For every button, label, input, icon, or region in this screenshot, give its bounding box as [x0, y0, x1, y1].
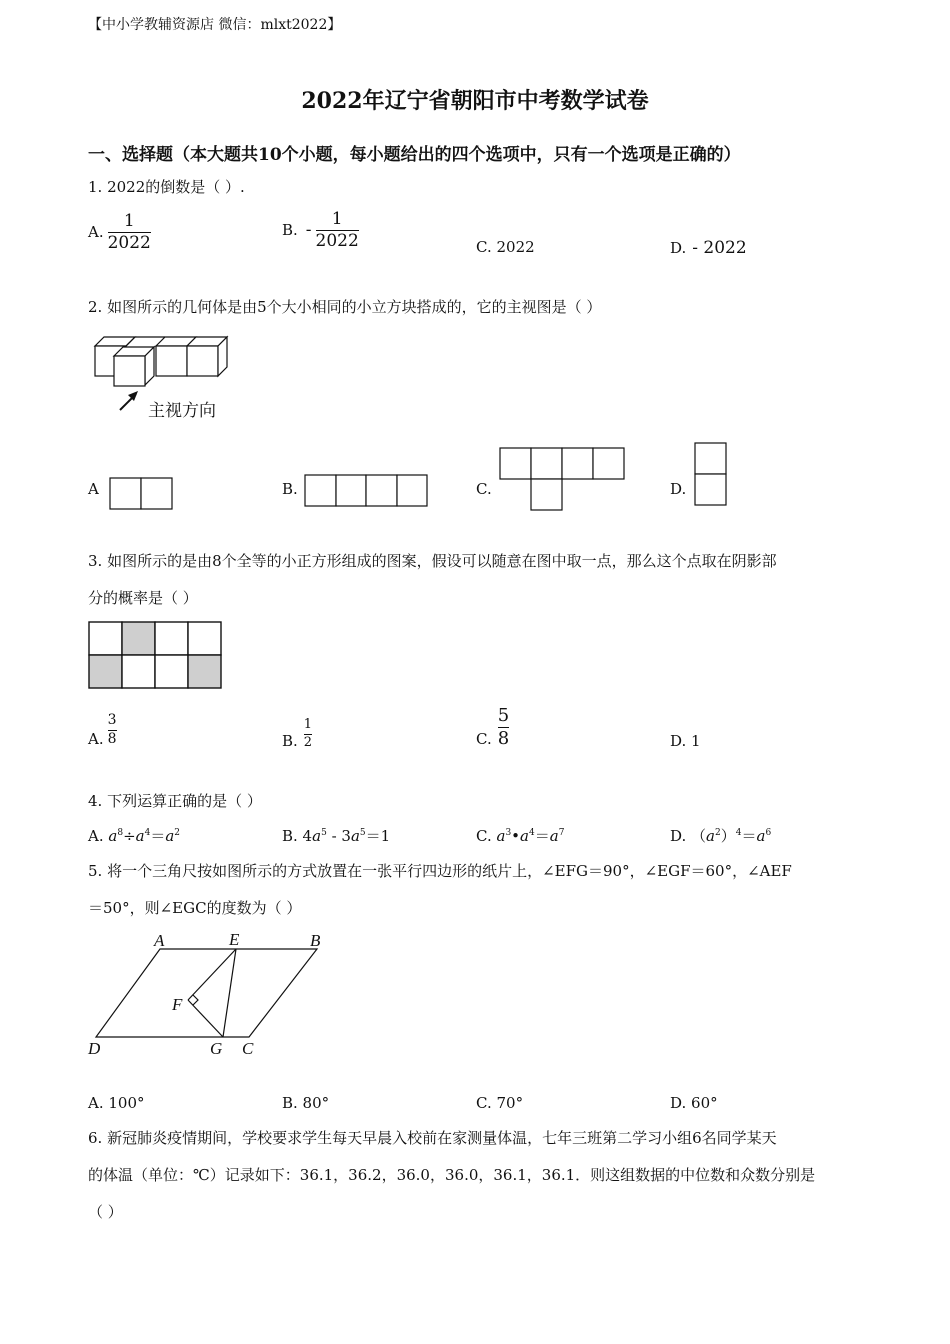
- q1-option-b-label: B.: [282, 221, 298, 240]
- q1-option-a-label: A.: [88, 223, 104, 242]
- q2-option-a[interactable]: A: [88, 480, 99, 498]
- q5-option-a[interactable]: A. 100°: [88, 1094, 145, 1112]
- page-title: 2022年辽宁省朝阳市中考数学试卷: [301, 88, 649, 114]
- q2-option-b[interactable]: B.: [282, 480, 298, 498]
- q2-option-c-figure: [500, 448, 626, 512]
- question-6-stem-line1: 6. 新冠肺炎疫情期间，学校要求学生每天早晨入校前在家测量体温，七年三班第二学习小组6名同学某天: [88, 1129, 777, 1147]
- q3-a-numerator: 3: [107, 712, 117, 729]
- q3-option-a[interactable]: [88, 712, 117, 748]
- q1-option-d-label: D.: [670, 239, 687, 258]
- q4-option-a[interactable]: A. $a^8\div a^4=a^2$: [88, 827, 181, 845]
- q3-b-denominator: 2: [303, 734, 313, 750]
- q1-option-c[interactable]: C. 2022: [476, 238, 535, 256]
- q5-label-d: D: [88, 1039, 101, 1058]
- q1-d-value: - 2022: [692, 238, 747, 258]
- question-4-stem: 4. 下列运算正确的是（ ）: [88, 792, 262, 810]
- q1-option-d[interactable]: [670, 238, 747, 258]
- q5-label-a: A: [154, 931, 165, 950]
- q1-option-a[interactable]: [88, 212, 151, 252]
- q3-option-c-label: C.: [476, 730, 492, 749]
- q1-b-numerator: 1: [331, 209, 343, 229]
- q1-a-denominator: 2022: [107, 232, 151, 253]
- q2-direction-label: 主视方向: [148, 401, 216, 421]
- question-3-stem-line2: 分的概率是（ ）: [88, 589, 198, 607]
- q4-option-c[interactable]: C. $a^3•a^4=a^7$: [476, 827, 565, 845]
- q2-option-d[interactable]: D.: [670, 480, 687, 498]
- q5-label-f: F: [172, 995, 183, 1014]
- q5-label-c: C: [242, 1039, 254, 1058]
- q1-b-sign: -: [305, 219, 312, 240]
- q1-option-b[interactable]: [282, 210, 359, 250]
- q3-a-denominator: 8: [107, 730, 117, 747]
- q3-c-denominator: 8: [497, 727, 510, 749]
- q5-option-c[interactable]: C. 70°: [476, 1094, 524, 1112]
- q3-c-numerator: 5: [497, 705, 510, 726]
- question-5-stem-line1: 5. 将一个三角尺按如图所示的方式放置在一张平行四边形的纸片上，∠EFG＝90°，∠EGF＝60°，∠AEF: [88, 862, 792, 880]
- q3-grid-figure: [89, 622, 223, 690]
- q2-option-c[interactable]: C.: [476, 480, 492, 498]
- q3-b-numerator: 1: [303, 717, 313, 733]
- q3-option-c[interactable]: [476, 706, 509, 749]
- question-2-stem: 2. 如图所示的几何体是由5个大小相同的小立方块搭成的，它的主视图是（ ）: [88, 298, 602, 316]
- question-3-stem-line1: 3. 如图所示的是由8个全等的小正方形组成的图案，假设可以随意在图中取一点，那么这个点取在阴影部: [88, 552, 777, 570]
- page-header: 【中小学教辅资源店 微信：mlxt2022】: [88, 17, 342, 33]
- q5-option-d[interactable]: D. 60°: [670, 1094, 718, 1112]
- q2-option-a-figure: [110, 478, 174, 512]
- q5-option-b[interactable]: B. 80°: [282, 1094, 330, 1112]
- q2-option-b-figure: [305, 475, 429, 509]
- q3-option-b[interactable]: [282, 718, 312, 750]
- q5-label-g: G: [210, 1039, 223, 1058]
- q5-parallelogram-figure: [86, 928, 336, 1058]
- q5-label-b: B: [310, 931, 321, 950]
- q4-option-b[interactable]: B. $4a^5 - 3a^5=1$: [282, 827, 391, 845]
- q2-option-d-figure: [695, 443, 729, 507]
- q3-option-a-label: A.: [88, 730, 104, 748]
- question-1-stem: 1. 2022的倒数是（ ）.: [88, 178, 245, 196]
- q4-option-d[interactable]: D. $(a^2)^4=a^6$: [670, 827, 772, 845]
- question-6-stem-line3: （ ）: [88, 1203, 123, 1221]
- question-6-stem-line2: 的体温（单位：℃）记录如下：36.1，36.2，36.0，36.0，36.1，36.1．则这组数据的中位数和众数分别是: [88, 1166, 816, 1184]
- q1-a-numerator: 1: [123, 211, 135, 231]
- q3-option-b-label: B.: [282, 732, 298, 750]
- q5-label-e: E: [229, 930, 240, 949]
- question-5-stem-line2: ＝50°，则∠EGC的度数为（ ）: [88, 899, 302, 917]
- section-heading: 一、选择题（本大题共10个小题，每小题给出的四个选项中，只有一个选项是正确的）: [88, 145, 741, 165]
- q1-b-denominator: 2022: [315, 230, 359, 251]
- q3-option-d[interactable]: D. 1: [670, 732, 701, 750]
